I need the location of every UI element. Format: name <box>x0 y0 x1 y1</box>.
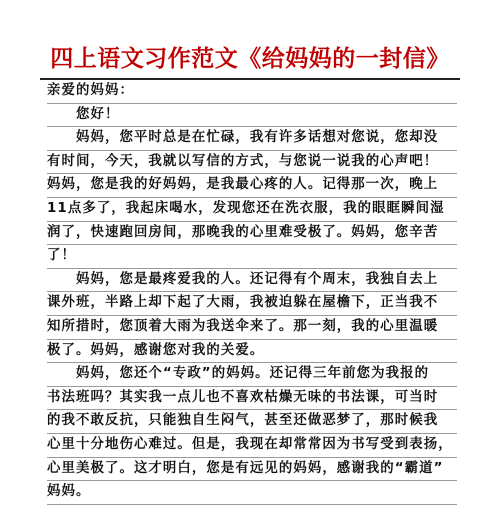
text-line: 妈妈，您是我的好妈妈，是我最心疼的人。记得那一次，晚上 <box>47 174 457 198</box>
page-title: 四上语文习作范文《给妈妈的一封信》 <box>50 45 450 72</box>
text-line: 知所措时，您顶着大雨为我送伞来了。那一刻，我的心里温暖 <box>47 316 457 340</box>
text-line: 妈妈，您是最疼爱我的人。还记得有个周末，我独自去上 <box>47 269 457 293</box>
text-line: 了！ <box>47 245 457 269</box>
text-line: 课外班，半路上却下起了大雨，我被迫躲在屋檐下，正当我不 <box>47 292 457 316</box>
text-line: 妈妈，您平时总是在忙碌，我有许多话想对您说，您却没 <box>47 127 457 151</box>
letter-body <box>47 80 457 505</box>
text-line: 有时间，今天，我就以写信的方式，与您说一说我的心声吧！ <box>47 151 457 175</box>
text-line: 妈妈，您还个“专政”的妈妈。还记得三年前您为我报的 <box>47 363 457 387</box>
text-line: 书法班吗？其实我一点儿也不喜欢枯燥无味的书法课，可当时 <box>47 387 457 411</box>
text-line: 11点多了，我起床喝水，发现您还在洗衣服，我的眼眶瞬间湿 <box>47 198 457 222</box>
text-line: 您好！ <box>47 104 457 128</box>
text-line: 的我不敢反抗，只能独自生闷气，甚至还做恶梦了，那时候我 <box>47 410 457 434</box>
text-line: 妈妈。 <box>47 481 457 505</box>
text-line: 心里美极了。这才明白，您是有远见的妈妈，感谢我的“霸道” <box>47 458 457 482</box>
text-line: 亲爱的妈妈： <box>47 80 457 104</box>
text-line: 心里十分地伤心难过。但是，我现在却常常因为书写受到表扬， <box>47 434 457 458</box>
text-line: 润了，快速跑回房间，那晚我的心里难受极了。妈妈，您辛苦 <box>47 222 457 246</box>
text-line: 极了。妈妈，感谢您对我的关爱。 <box>47 340 457 364</box>
